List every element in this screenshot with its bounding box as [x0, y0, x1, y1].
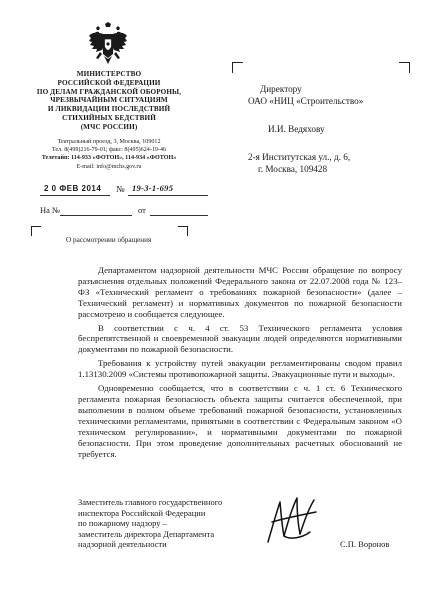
reference-date-underline — [150, 215, 208, 216]
registration-number: 19-3-1-695 — [132, 183, 174, 193]
subject-bracket-right — [178, 226, 188, 236]
ministry-name-line: МИНИСТЕРСТВО — [76, 70, 142, 78]
registration-date-underline — [40, 195, 110, 196]
ministry-name — [24, 70, 194, 132]
signatory-title-line: заместитель директора Департамента — [78, 528, 215, 539]
ministry-name-line: И ЛИКВИДАЦИИ ПОСЛЕДСТВИЙ — [47, 105, 171, 114]
addressee-city: г. Москва, 109428 — [258, 164, 328, 174]
signature-icon — [262, 492, 324, 552]
signatory-title-line: по пожарному надзору – — [78, 518, 167, 528]
eagle-emblem-icon — [88, 22, 128, 66]
reference-label: На № — [40, 205, 61, 215]
ministry-name-line: РОССИЙСКОЙ ФЕДЕРАЦИИ — [57, 78, 161, 87]
addressee-bracket-right — [399, 62, 410, 73]
body-paragraph: Требования к устройству путей эвакуации регламентированы сводом правил 1.13130.2009 «Системы противопожарной защиты. Эвакуационные пути и выходы». — [78, 358, 402, 380]
addressee-position: Директору — [260, 84, 302, 94]
contact-teletype: Телетайп: 114-933 «ФОТОН», 114-934 «ФОТОН» — [41, 155, 177, 162]
subject-bracket-left — [31, 226, 41, 236]
signatory-title — [78, 497, 268, 550]
addressee-street: 2-я Институтская ул., д. 6, — [248, 152, 351, 162]
registration-date: 2 0 ФЕВ 2014 — [44, 184, 102, 193]
contact-phone: Тел. 8(499)216-79-01; факс: 8(495)624-19-46 — [51, 147, 167, 154]
addressee-bracket-left — [232, 62, 243, 73]
ministry-name-line: (МЧС РОССИИ) — [80, 122, 138, 131]
reference-from-label: от — [138, 205, 146, 215]
registration-number-underline — [128, 195, 208, 196]
letter-subject: О рассмотрении обращения — [66, 236, 152, 244]
body-paragraph: Департаментом надзорной деятельности МЧС России обращение по вопросу разъяснения отдельных положений Федерального закона от 22.07.2008 года № 123–ФЗ «Технический регламент о требованиях пожарной безопасности» (далее – Технический регламент) и нормативных документов по пожарной безопасности рассмотрено и сообщается следующее. — [78, 265, 402, 319]
contact-email: E-mail: info@mchs.gov.ru — [76, 163, 142, 170]
signatory-name: С.П. Воронов — [340, 539, 390, 549]
addressee-company: ОАО «НИЦ «Строительство» — [248, 96, 364, 106]
signatory-title-line: Заместитель главного государственного — [78, 497, 223, 507]
addressee-block — [248, 83, 418, 175]
body-paragraph: Одновременно сообщается, что в соответствии с ч. 1 ст. 6 Технического регламента пожарная безопасность объекта защиты считается обеспеченной, при выполнении в полном объеме требований пожарной безопасности, установленных техническими регламентами, принятыми в соответствии с Федеральным законом «О техническом регулировании», и нормативными документами по пожарной безопасности. При этом проведение дополнительных расчетных обоснований не требуется. — [78, 383, 402, 459]
registration-line — [40, 183, 210, 197]
ministry-name-line: СТИХИЙНЫХ БЕДСТВИЙ — [62, 113, 156, 122]
body-paragraph: В соответствии с ч. 4 ст. 53 Технического регламента условия беспрепятственной и своевременной эвакуации людей определяются нормативными документами по пожарной безопасности. — [78, 322, 402, 355]
reference-line — [40, 205, 210, 217]
signatory-title-line: инспектора Российской Федерации — [78, 507, 206, 518]
registration-number-prefix: № — [116, 184, 125, 194]
ministry-contacts — [14, 138, 204, 171]
reference-number-underline — [60, 215, 132, 216]
ministry-name-line: ЧРЕЗВЫЧАЙНЫМ СИТУАЦИЯМ — [50, 96, 168, 105]
signatory-title-line: надзорной деятельности — [78, 539, 167, 549]
addressee-name: И.И. Ведяхову — [268, 124, 325, 134]
contact-address: Театральный проезд, 3, Москва, 109012 — [57, 139, 161, 145]
ministry-name-line: ПО ДЕЛАМ ГРАЖДАНСКОЙ ОБОРОНЫ, — [36, 87, 182, 96]
letter-body — [78, 265, 402, 462]
